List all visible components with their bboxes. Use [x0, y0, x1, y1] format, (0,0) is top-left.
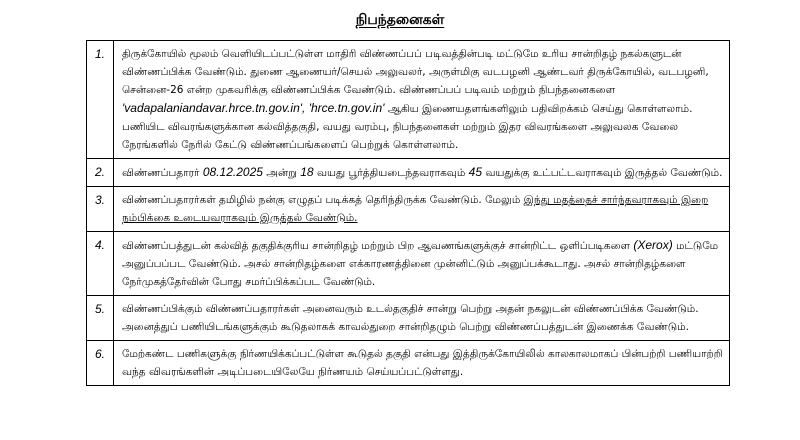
term-text	[114, 41, 730, 159]
term-text-part: வயதுக்கு உட்பட்டவராகவும் இருத்தல் வேண்டும்.	[482, 167, 723, 179]
term-text	[114, 232, 730, 296]
term-text-part: ஆகிய இணையதளங்களிலும் பதிவிறக்கம் செய்து கொள்ளலாம். பணியிட விவரங்களுக்கான கல்வித்தகுதி, வயது வரம்பு, நிபந்தனைகள் மற்றும் இதர விவரங்களை அலுவலக வேலை நேரங்களில் நேரில் கேட்டு விண்ணப்பங்களைப் பெற்றுக் கொள்ளலாம்.	[122, 103, 693, 151]
term-text-part: வயது பூர்த்தியடைந்தவராகவும்	[313, 167, 469, 179]
term-number: 6.	[87, 341, 114, 386]
term-text-part: விண்ணப்பத்துடன் கல்வித் தகுதிக்குரிய சான்றிதழ் மற்றும் பிற ஆவணங்களுக்குச் சான்றிட்ட ஒளிப்படிகளை	[122, 240, 634, 252]
term-text	[114, 187, 730, 232]
term-text-part: அன்று	[262, 167, 301, 179]
term-number: 2.	[87, 159, 114, 187]
term-number: 3.	[87, 187, 114, 232]
term-row	[87, 41, 730, 159]
term-number: 5.	[87, 296, 114, 341]
website-links: 'vadapalaniandavar.hrce.tn.gov.in', 'hrce.tn.gov.in'	[122, 101, 385, 115]
term-text	[114, 159, 730, 187]
terms-table	[86, 40, 730, 386]
term-row	[87, 187, 730, 232]
page-title: நிபந்தனைகள்	[355, 12, 445, 28]
term-text	[114, 341, 730, 386]
term-text	[114, 296, 730, 341]
max-age: 45	[468, 165, 482, 179]
term-number: 4.	[87, 232, 114, 296]
term-text-part: விண்ணப்பிக்கும் விண்ணப்பதாரர்கள் அனைவரும் உடல்தகுதிச் சான்று பெற்று அதன் நகலுடன் விண்ணப்பிக்க வேண்டும். அனைத்துப் பணியிடங்களுக்கும் கூடுதலாகக் காவல்துறை சான்றிதழும் பெற்று விண்ணப்பத்துடன் இணைக்க வேண்டும்.	[122, 303, 699, 333]
term-text-part: விண்ணப்பதாரர்கள் தமிழில் நன்கு எழுதப் படிக்கத் தெரிந்திருக்க வேண்டும். மேலும்	[122, 194, 524, 206]
xerox-note: (Xerox)	[633, 238, 673, 252]
term-row	[87, 232, 730, 296]
underlined-requirement: இந்து மதத்தைச் சார்ந்தவராகவும் இறை நம்பிக்கை உடையவராகவும் இருத்தல் வேண்டும்.	[122, 194, 709, 224]
term-text-part: மட்டுமே அனுப்பப்பட வேண்டும். அசல் சான்றிதழ்களை எக்காரணத்தினை முன்னிட்டும் அனுப்பக்கூடாது. அசல் சான்றிதழ்களை நேர்முகத்தேர்வின் போது சமர்ப்பிக்கப்பட வேண்டும்.	[122, 240, 719, 288]
term-text-part: மேற்கண்ட பணிகளுக்கு நிர்ணயிக்கப்பட்டுள்ள கூடுதல் தகுதி என்பது இத்திருக்கோயிலில் காலகாலமாகப் பின்பற்றி பணியாற்றி வந்த விவரங்களின் அடிப்படையிலேயே நிர்ணயம் செய்யப்பட்டுள்ளது.	[122, 348, 723, 378]
reference-date: 08.12.2025	[202, 165, 263, 179]
term-row	[87, 341, 730, 386]
term-number: 1.	[87, 41, 114, 159]
term-row	[87, 159, 730, 187]
term-row	[87, 296, 730, 341]
term-text-part: விண்ணப்பதாரர்	[122, 167, 203, 179]
term-text-part: திருக்கோயில் மூலம் வெளியிடப்பட்டுள்ள மாதிரி விண்ணப்பப் படிவத்தின்படி மட்டுமே உரிய சான்றிதழ் நகல்களுடன் விண்ணப்பிக்க வேண்டும். துணை ஆணையர்/செயல் அலுவலர், அருள்மிகு வடபழனி ஆண்டவர் திருக்கோயில், வடபழனி, சென்னை-26 என்ற முகவரிக்கு விண்ணப்பிக்க வேண்டும். விண்ணப்பப் படிவம் மற்றும் நிபந்தனைகளை	[122, 48, 709, 96]
min-age: 18	[300, 165, 314, 179]
